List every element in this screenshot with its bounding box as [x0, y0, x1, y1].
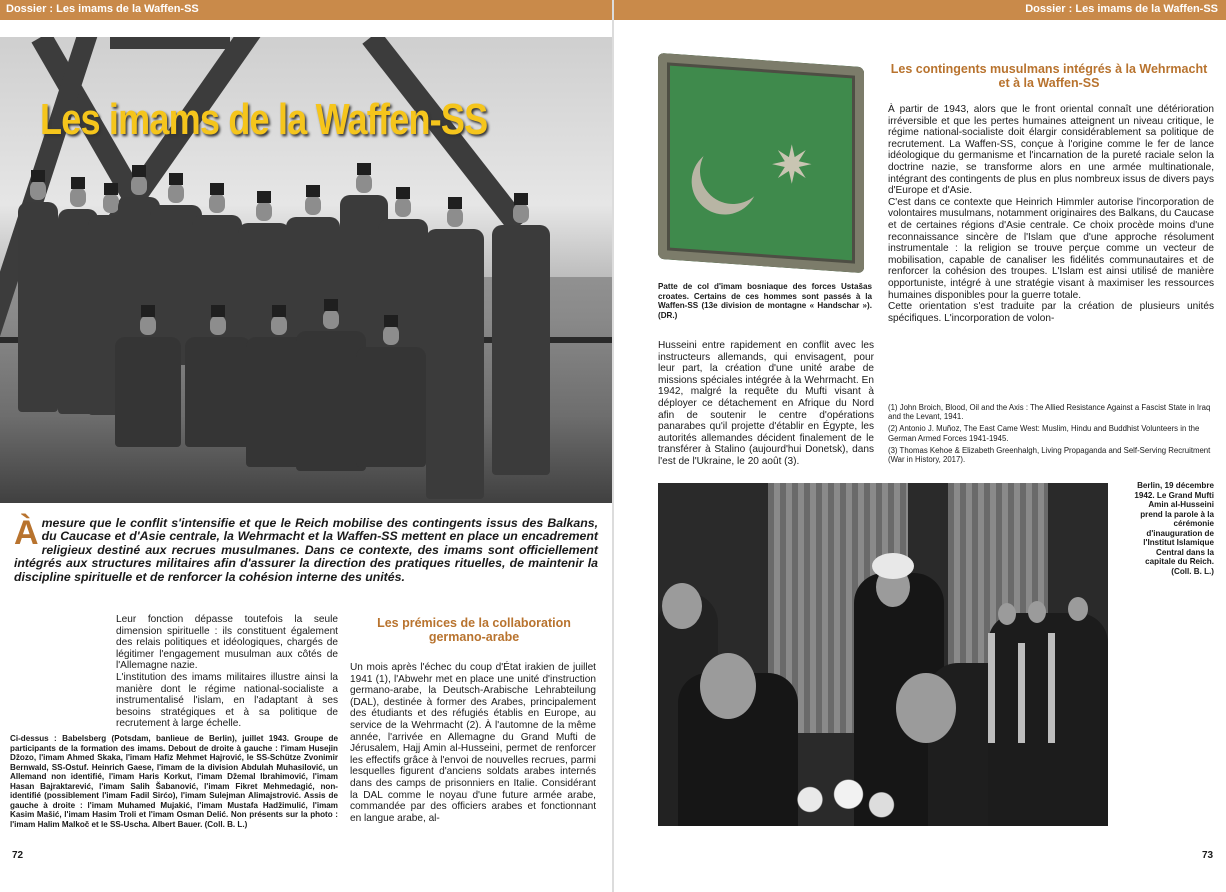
body-column-4 [888, 104, 1214, 324]
body-column-2: Un mois après l'échec du coup d'État irakien de juillet 1941 (1), l'Abwehr met en place une unité d'instruction germano-arabe, la Deutsch-Arabische Lehrabteilung (DAL), destinée à former des Arabes, principalement des étudiants et des réfugiés établis en Europe, au service de la Wehrmacht (2). À l'automne de la même année, l'arrivée en Allemagne du Grand Mufti de Jérusalem, Hajj Amin al-Husseini, permet de renforcer les effectifs grâce à l'envoi de nouvelles recrues, parmi lesquelles figurent d'anciens soldats arabes internés dans des camps de prisonniers en Italie. Considérant la DAL comme le noyau d'une future armée arabe, commandée par des officiers arabes et fonctionnant en langue arabe, al- [350, 662, 596, 824]
article-intro [14, 514, 598, 584]
turban [872, 553, 914, 579]
body-column-1 [116, 614, 338, 730]
mufti-speech-photo [658, 483, 1108, 826]
audience-face [700, 653, 756, 719]
soldier-figure [426, 229, 484, 499]
body-paragraph: Leur fonction dépasse toutefois la seule dimension spirituelle : ils constituent également des relais politiques et idéologiques, chargés de légitimer l'engagement musulman aux côtés de l'Allemagne nazie. [116, 614, 338, 672]
audience-face [896, 673, 956, 743]
body-column-3: Husseini entre rapidement en conflit avec les instructeurs allemands, qui envisagent, pour leur part, la création d'une unité arabe de missions spéciales intégrée à la Wehrmacht. En 1942, malgré la requête du Mufti visant à déployer ce détachement en Afrique du Nord afin de soutenir le centre d'opérations panarabes qu'il projette d'établir en Égypte, les autorités allemandes décident finalement de le transférer à Stalino (aujourd'hui Donetsk), dans l'est de l'Ukraine, le 20 août (3). [658, 340, 874, 467]
bridge-beam [110, 37, 230, 49]
soldier-figure [492, 225, 550, 475]
footnote: (2) Antonio J. Muñoz, The East Came West: Muslim, Hindu and Buddhist Volunteers in the German Armed Forces 1941-1945. [888, 424, 1200, 443]
intro-text: mesure que le conflit s'intensifie et que le Reich mobilise des contingents issus des Balkans, du Caucase et d'Asie centrale, la Wehrmacht et la Waffen-SS mettent en place un encadrement religieux destiné aux recrues musulmanes. Dans ce contexte, des imams sont officiellement intégrés aux structures militaires afin d'assurer la direction des pratiques rituelles, de maintenir la discipline spirituelle et de renforcer la cohésion interne des unités. [14, 516, 598, 584]
hero-photo-caption: Ci-dessus : Babelsberg (Potsdam, banlieue de Berlin), juillet 1943. Groupe de participants de la formation des imams. Debout de droite à gauche : l'imam Husejin Džozo, l'imam Ahmed Skaka, l'imam Hafiz Mehmet Hajrović, le SS-Schütze Zvonimir Bernwald, SS-Ostuf. Heinrich Gaese, l'imam de la division Abdulah Muhasilović, un Allemand non identifié, l'imam Haris Korkut, l'imam Džemal Ibrahimović, l'imam Hasan Bajraktarević, l'imam Salih Šabanović, l'imam Fikret Mehmedagić, non-identifié (possiblement l'imam Fadil Sirćo), l'imam Sulejman Alimajstrović. Assis de gauche à droite : l'imam Muhamed Mujakić, l'imam Mustafa Hadžimulić, l'imam Kasim Mašić, l'imam Hasim Troli et l'imam Osman Delić. Non présents sur la photo : l'imam Halim Malkoč et le SS-Uscha. Albert Bauer. (Coll. B. L.) [10, 734, 338, 829]
audience-face [662, 583, 702, 629]
body-paragraph: À partir de 1943, alors que le front oriental connaît une détérioration irréversible et que les pertes humaines atteignent un niveau critique, le régime national-socialiste doit élargir considérablement sa politique de recrutement. La Waffen-SS, conçue à l'origine comme le fer de lance idéologique du germanisme et l'incarnation de la pureté raciale selon la doctrine nazie, se transforme alors en une armée multinationale, intégrant des contingents de plus en plus nombreux issus de divers pays d'Europe et d'Asie. [888, 104, 1214, 197]
flowers [788, 773, 898, 826]
page-number-left: 72 [12, 850, 24, 861]
microphone-icon [1018, 643, 1025, 743]
soldier-seated [185, 337, 251, 447]
soldier-seated [356, 347, 426, 467]
intro-dropcap: À [14, 514, 39, 552]
soldier-seated [115, 337, 181, 447]
microphone-icon [1048, 633, 1055, 743]
header-bar-right [614, 0, 1226, 20]
mufti-photo-caption: Berlin, 19 décembre 1942. Le Grand Mufti Amin al-Husseini prend la parole à la cérémonie d'inauguration de l'Institut Islamique Central dans la capitale du Reich. (Coll. B. L.) [1134, 481, 1214, 576]
header-title-left: Dossier : Les imams de la Waffen-SS [6, 3, 199, 15]
footnote: (1) John Broich, Blood, Oil and the Axis : The Allied Resistance Against a Fascist State in Iraq and the Levant, 1941. [888, 403, 1211, 422]
header-bar-left [0, 0, 612, 20]
article-title: Les imams de la Waffen-SS [40, 95, 488, 144]
page-gutter [612, 0, 614, 892]
section-heading: Les prémices de la collaboration germano-arabe [377, 616, 571, 644]
patch-caption: Patte de col d'imam bosniaque des forces Ustašas croates. Certains de ces hommes sont passés à la Waffen-SS (13e division de montagne « Handschar »). (DR.) [658, 282, 872, 320]
section-heading: Les contingents musulmans intégrés à la Wehrmacht et à la Waffen-SS [890, 62, 1208, 90]
collar-patch-image [658, 60, 864, 266]
audience-face [998, 603, 1016, 625]
body-paragraph: L'institution des imams militaires illustre ainsi la manière dont le régime national-socialiste a instrumentalisé l'islam, en l'adaptant à ses besoins stratégiques et à sa politique de recrutement à large échelle. [116, 671, 338, 730]
star-icon: ✷ [770, 137, 814, 195]
footnote: (3) Thomas Kehoe & Elizabeth Greenhalgh, Living Propaganda and Self-Serving Recruitment (War in History, 2017). [888, 445, 1211, 465]
soldier-figure [18, 202, 58, 412]
audience-face [1068, 597, 1088, 621]
body-paragraph: C'est dans ce contexte que Heinrich Himmler autorise l'incorporation de volontaires musulmans, notamment originaires des Balkans, du Caucase et de certaines régions d'Asie centrale. Ce choix procède moins d'une reconnaissance sincère de l'Islam que d'une approche résolument instrumentale : la religion se trouve perçue comme un vecteur de mobilisation, capable de canaliser les fidélités communautaires et de renforcer la cohésion des troupes. L'Islam est ainsi utilisé de manière opportuniste, intégré à une stratégie visant à maximiser les ressources humaines disponibles pour la guerre totale. [888, 196, 1214, 301]
page-number-right: 73 [1202, 850, 1214, 861]
audience-face [1028, 601, 1046, 623]
footnotes [888, 403, 1214, 464]
header-title-right: Dossier : Les imams de la Waffen-SS [1025, 3, 1218, 15]
hero-photo [0, 37, 612, 503]
body-paragraph: Cette orientation s'est traduite par la création de plusieurs unités spécifiques. L'incorporation de volon- [888, 301, 1214, 324]
microphone-icon [988, 633, 995, 743]
